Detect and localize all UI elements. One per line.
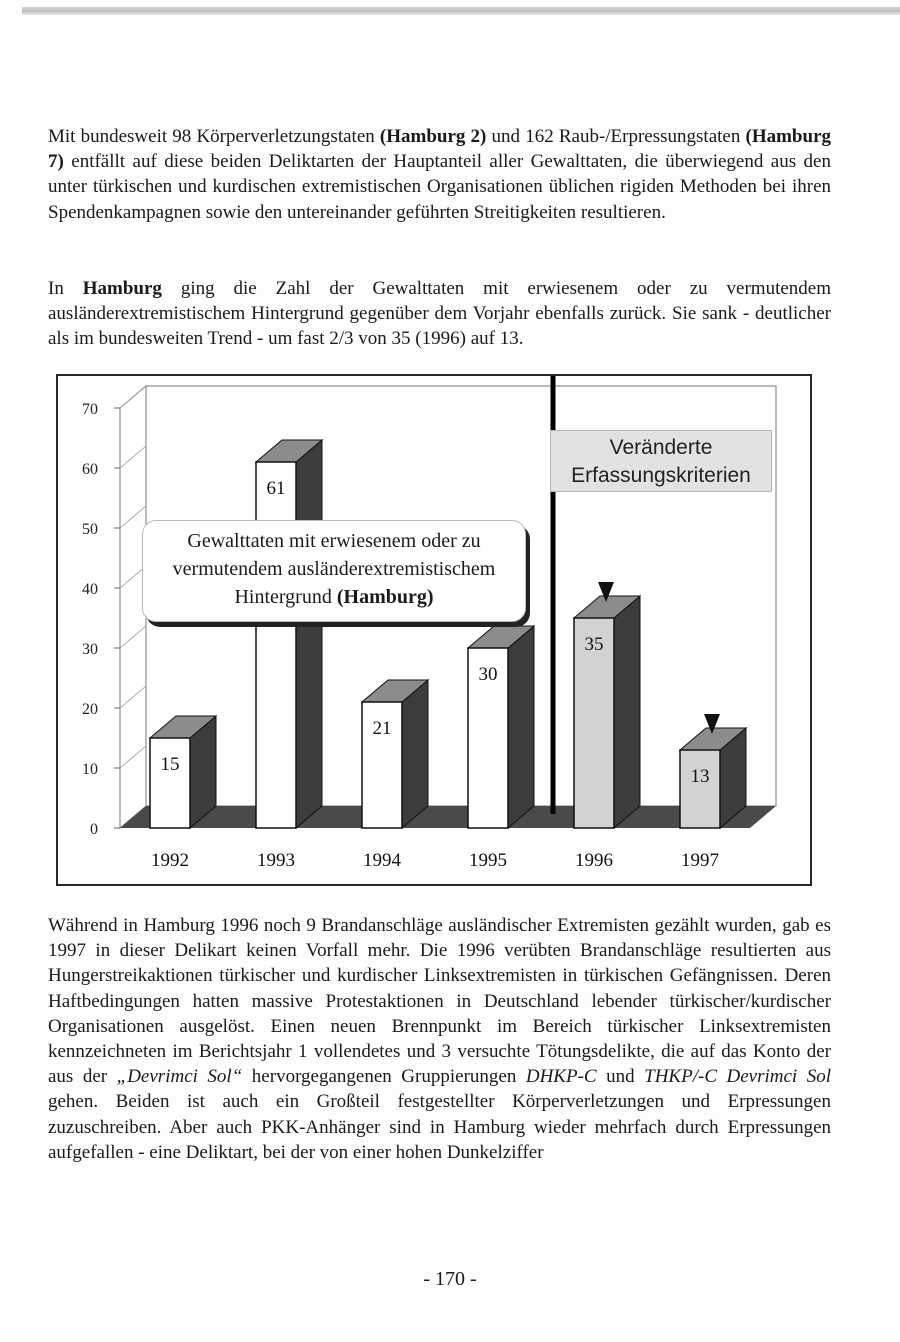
para1-bold-1: (Hamburg 2) bbox=[379, 126, 487, 147]
bar-1992 bbox=[150, 738, 190, 828]
bar-side-1996 bbox=[614, 596, 640, 828]
bar-side-1995 bbox=[508, 626, 534, 828]
criteria-note-line-2: Erfassungskriterien bbox=[571, 464, 751, 487]
para3-italic-3: THKP/-C Devrimci Sol bbox=[644, 1066, 832, 1088]
chart-title-callout bbox=[142, 520, 526, 622]
y-tick-label: 10 bbox=[82, 761, 98, 778]
y-tick-label: 60 bbox=[82, 461, 98, 478]
y-tick-label: 20 bbox=[82, 701, 98, 718]
page-number: - 170 - bbox=[423, 1268, 477, 1290]
para1-text-3: entfällt auf diese beiden Deliktarten der Hauptanteil aller Gewalttaten, die überwiegend aus den unter türkischen und kurdischen extremistischen Organisationen üblichen rigiden Methoden bei ihren Spendenkampagnen sowie den untereinander geführten Streitigkeiten resultieren. bbox=[48, 151, 831, 223]
chart-title-line-3 bbox=[143, 583, 525, 611]
x-tick-label-1995: 1995 bbox=[469, 850, 507, 871]
bar-value-label-1993: 61 bbox=[266, 478, 286, 499]
para3-text-3: und bbox=[596, 1066, 645, 1088]
chart-title-line-1: Gewalttaten mit erwiesenem oder zu bbox=[187, 530, 481, 552]
paragraph-2 bbox=[48, 276, 831, 352]
para3-text-4: gehen. Beiden ist auch ein Großteil festgestellter Körperverletzungen und Erpressungen zuzuschreiben. Aber auch PKK-Anhänger sind in Hamburg wieder mehrfach durch Erpressungen aufgefallen - eine Deliktart, bei der von einer hohen Dunkelziffer bbox=[48, 1091, 831, 1163]
paragraph-1 bbox=[48, 124, 831, 225]
chart-title-line-3-bold: (Hamburg) bbox=[336, 586, 434, 608]
criteria-note-line-1: Veränderte bbox=[609, 436, 713, 459]
para2-text-2: ging die Zahl der Gewalttaten mit erwiesenem oder zu vermutendem ausländerextremistischem Hintergrund gegenüber dem Vorjahr ebenfalls zurück. Sie sank - deutlicher als im bundesweiten Trend - um fast 2/3 von 35 (1996) auf 13. bbox=[48, 278, 831, 350]
y-tick-label: 30 bbox=[82, 641, 98, 658]
x-tick-label-1996: 1996 bbox=[575, 850, 613, 871]
chart-floor bbox=[120, 806, 776, 828]
x-tick-label-1992: 1992 bbox=[151, 850, 189, 871]
x-tick-label-1997: 1997 bbox=[681, 850, 719, 871]
para3-italic-1: „Devrimci Sol“ bbox=[116, 1066, 243, 1088]
bar-value-label-1995: 30 bbox=[478, 664, 498, 685]
top-rule bbox=[22, 7, 900, 15]
bar-value-label-1994: 21 bbox=[372, 718, 392, 739]
para3-text-1: Während in Hamburg 1996 noch 9 Brandanschläge ausländischer Extremisten gezählt wurden, gab es 1997 in dieser Delikart keinen Vorfall mehr. Die 1996 verübten Brandanschläge resultierten aus Hungerstreikaktionen türkischer und kurdischer Linksextremisten in türkischen Gefängnissen. Deren Haftbedingungen hatten massive Protestaktionen in Deutschland lebender türkischer/kurdischer Organisationen ausgelöst. Einen neuen Brennpunkt im Bereich türkischer Linksextremisten kennzeichneten im Berichtsjahr 1 vollendetes und 3 versuchte Tötungsdelikte, die auf das Konto der aus der bbox=[48, 915, 831, 1088]
para2-bold-1: Hamburg bbox=[82, 278, 162, 299]
y-tick-label: 70 bbox=[82, 401, 98, 418]
bar-side-1993 bbox=[296, 440, 322, 828]
bar-1997 bbox=[680, 750, 720, 828]
y-tick-label: 40 bbox=[82, 581, 98, 598]
bar-1993 bbox=[256, 462, 296, 828]
bar-side-1994 bbox=[402, 680, 428, 828]
paragraph-3 bbox=[48, 913, 831, 1165]
para1-bold-2: (Hamburg 7) bbox=[48, 126, 831, 173]
bar-chart-figure bbox=[56, 374, 812, 886]
para3-text-2: hervorgegangenen Gruppierungen bbox=[242, 1066, 526, 1088]
bar-value-label-1997: 13 bbox=[690, 766, 710, 787]
x-tick-label-1994: 1994 bbox=[363, 850, 401, 871]
para2-text-1: In bbox=[48, 278, 83, 299]
criteria-note-box bbox=[550, 430, 772, 492]
bar-value-label-1992: 15 bbox=[160, 754, 180, 775]
para3-italic-2: DHKP-C bbox=[525, 1066, 597, 1088]
x-tick-label-1993: 1993 bbox=[257, 850, 295, 871]
chart-title-line-3-text: Hintergrund bbox=[234, 586, 337, 608]
para1-text-2: und 162 Raub-/Erpressungstaten bbox=[486, 126, 746, 147]
bar-value-label-1996: 35 bbox=[584, 634, 604, 655]
chart-title-line-2: vermutendem ausländerextremistischem bbox=[172, 558, 496, 580]
y-tick-label: 0 bbox=[90, 821, 98, 838]
y-tick-label: 50 bbox=[82, 521, 98, 538]
para1-text-1: Mit bundesweit 98 Körperverletzungstaten bbox=[48, 126, 380, 147]
